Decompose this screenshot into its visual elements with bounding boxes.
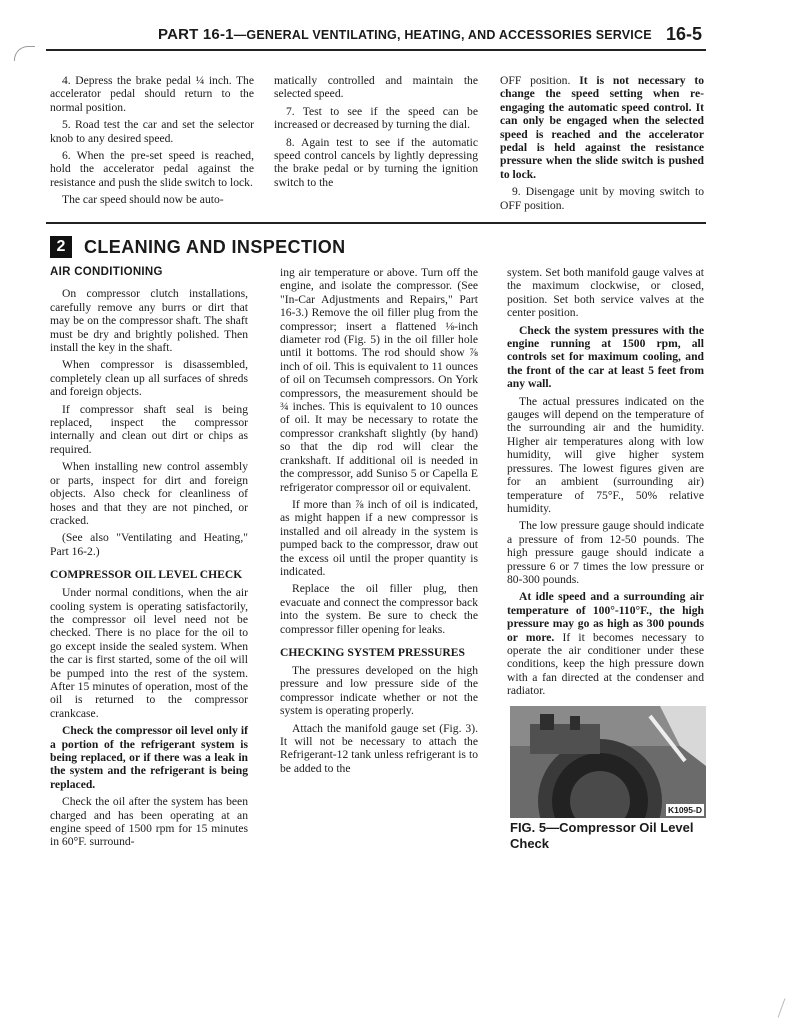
figure-code: K1095-D bbox=[667, 805, 702, 815]
paragraph: When installing new control assembly or parts, inspect for dirt and foreign objects. Also check for cleanliness of hoses and that they are not pinched, or cracked. bbox=[50, 460, 248, 527]
paragraph: system. Set both manifold gauge valves at the maximum clockwise, or closed, position. Set both service valves at the center position. bbox=[507, 266, 704, 320]
top-column-2 bbox=[274, 74, 478, 193]
part-subtitle: —GENERAL VENTILATING, HEATING, AND ACCESSORIES SERVICE bbox=[233, 28, 652, 42]
paragraph: Under normal conditions, when the air cooling system is operating satisfactorily, the compressor oil level need not be checked. There is no place for the oil to go except inside the sealed system. When the car is first started, some of the oil will be pumped into the rest of the system. After 15 minutes of operation, most of the oil is returned to the compressor crankcase. bbox=[50, 586, 248, 720]
paragraph: 7. Test to see if the speed can be increased or decreased by turning the dial. bbox=[274, 104, 478, 132]
figure-caption: FIG. 5—Compressor Oil Level Check bbox=[510, 820, 694, 851]
bold-paragraph: Check the system pressures with the engine running at 1500 rpm, all controls set for maximum cooling, and the front of the car at least 5 feet from any wall. bbox=[507, 323, 704, 391]
paragraph: ing air temperature or above. Turn off the engine, and isolate the compressor. (See "In-Car Adjustments and Repairs," Part 16-3.) Remove the oil filler plug from the compressor; insert a flattened ⅛-inch diameter rod (Fig. 5) in the oil filler hole until it bottoms. The rod should show ⅞ inch of oil. This is equivalent to 11 ounces of oil on Tecumseh compressors. On York compressors, the measurement should be ¾ inches. This is equivalent to 10 ounces of oil. It may be necessary to rotate the compressor crankshaft slightly (by hand) so that the dip rod will clear the crankshaft. If additional oil is needed in the compressor, add Suniso 5 or Capella E refrigerator compressor oil or equivalent. bbox=[280, 266, 478, 494]
paragraph bbox=[500, 74, 704, 181]
paragraph: 4. Depress the brake pedal ¼ inch. The accelerator pedal should return to the normal position. bbox=[50, 74, 254, 114]
bold-text-run: At idle speed and a surrounding air temperature of 100°-110°F., the high pressure may go as high as 300 pounds or more. bbox=[507, 590, 704, 644]
part-title bbox=[158, 26, 652, 43]
paragraph: The actual pressures indicated on the gauges will depend on the temperature of the surrounding air and the humidity. Higher air temperatures along with low humidity, will give higher system pressures. The lowest figures given are for an ambient (surrounding air) temperature of 75°F., 50% relative humidity. bbox=[507, 394, 704, 515]
paragraph: The car speed should now be auto- bbox=[62, 193, 224, 207]
text-run: OFF position. bbox=[500, 74, 571, 87]
compressor-illustration bbox=[510, 706, 706, 818]
paragraph: On compressor clutch installations, carefully remove any burrs or dirt that may be on the compressor shaft. The shaft must be dry and brightly polished. Then install the key in the shaft. bbox=[50, 287, 248, 355]
top-column-1 bbox=[50, 74, 254, 211]
paragraph: 6. When the pre-set speed is reached, hold the accelerator pedal against the resistance and push the slide switch to lock. bbox=[50, 149, 254, 189]
subsection-heading: COMPRESSOR OIL LEVEL CHECK bbox=[50, 568, 243, 582]
body-column-3 bbox=[507, 266, 704, 702]
paragraph: When compressor is disassembled, completely clean up all surfaces of shreds and foreign objects. bbox=[50, 358, 248, 399]
compressor-photo bbox=[510, 706, 706, 818]
part-number: PART 16-1 bbox=[158, 26, 234, 43]
paragraph bbox=[507, 590, 704, 697]
paragraph: 5. Road test the car and set the selector knob to any desired speed. bbox=[50, 118, 254, 145]
body-column-1 bbox=[50, 266, 248, 853]
top-column-3 bbox=[500, 74, 704, 216]
header-rule bbox=[46, 49, 706, 51]
paragraph: If more than ⅞ inch of oil is indicated, as might happen if a new compressor is installed and oil already in the system is pumped back to the compressor, draw out the excess oil until the proper quantity is indicated. bbox=[280, 497, 478, 578]
bold-paragraph: Check the compressor oil level only if a portion of the refrigerant system is being replaced, or if there was a leak in the system and the refrigerant is being replaced. bbox=[50, 724, 248, 791]
subsection-heading: AIR CONDITIONING bbox=[50, 266, 163, 278]
body-column-2 bbox=[280, 266, 478, 779]
paragraph: Replace the oil filler plug, then evacuate and connect the compressor back into the system. Be sure to check the compressor filler opening for leaks. bbox=[280, 582, 478, 636]
paragraph: 9. Disengage unit by moving switch to OFF position. bbox=[500, 185, 704, 212]
edge-mark bbox=[778, 998, 786, 1017]
page-header bbox=[0, 0, 786, 60]
bold-text-run: It is not necessary to change the speed setting when re-engaging the automatic speed control. It can only be engaged when the selected speed is reached and the accelerator pedal is held against the resistance pressure when the slide switch is pushed to lock. bbox=[500, 74, 704, 181]
section-number-badge: 2 bbox=[50, 236, 72, 258]
subsection-heading: CHECKING SYSTEM PRESSURES bbox=[280, 645, 465, 659]
paragraph: The pressures developed on the high pressure and low pressure side of the compressor indicate whether or not the system is operating properly. bbox=[280, 663, 478, 718]
section-heading bbox=[50, 236, 346, 262]
paragraph: 8. Again test to see if the automatic speed control cancels by lightly depressing the brake pedal or by turning the ignition switch to the bbox=[274, 135, 478, 189]
paragraph: matically controlled and maintain the selected speed. bbox=[274, 74, 478, 101]
paragraph: If compressor shaft seal is being replaced, inspect the compressor internally and clean out dirt or chips as required. bbox=[50, 402, 248, 456]
paragraph: Check the oil after the system has been charged and has been operating at an engine speed of 1500 rpm for 15 minutes in 60°F. surround- bbox=[50, 795, 248, 849]
section-rule bbox=[46, 222, 706, 224]
corner-mark bbox=[14, 46, 35, 61]
paragraph: (See also "Ventilating and Heating," Part 16-2.) bbox=[50, 531, 248, 558]
section-title: CLEANING AND INSPECTION bbox=[84, 236, 346, 257]
page-number: 16-5 bbox=[665, 24, 702, 44]
text-run: If it becomes necessary to operate the air conditioner under these conditions, keep the high pressure down with a fan directed at the condenser and radiator. bbox=[507, 630, 704, 698]
paragraph: The low pressure gauge should indicate a pressure of from 12-50 pounds. The high pressure gauge should indicate a pressure 6 or 7 times the low pressure or 80-300 pounds. bbox=[507, 519, 704, 586]
paragraph: Attach the manifold gauge set (Fig. 3). It will not be necessary to attach the Refrigerant-12 tank unless refrigerant is to be added to the bbox=[280, 721, 478, 775]
